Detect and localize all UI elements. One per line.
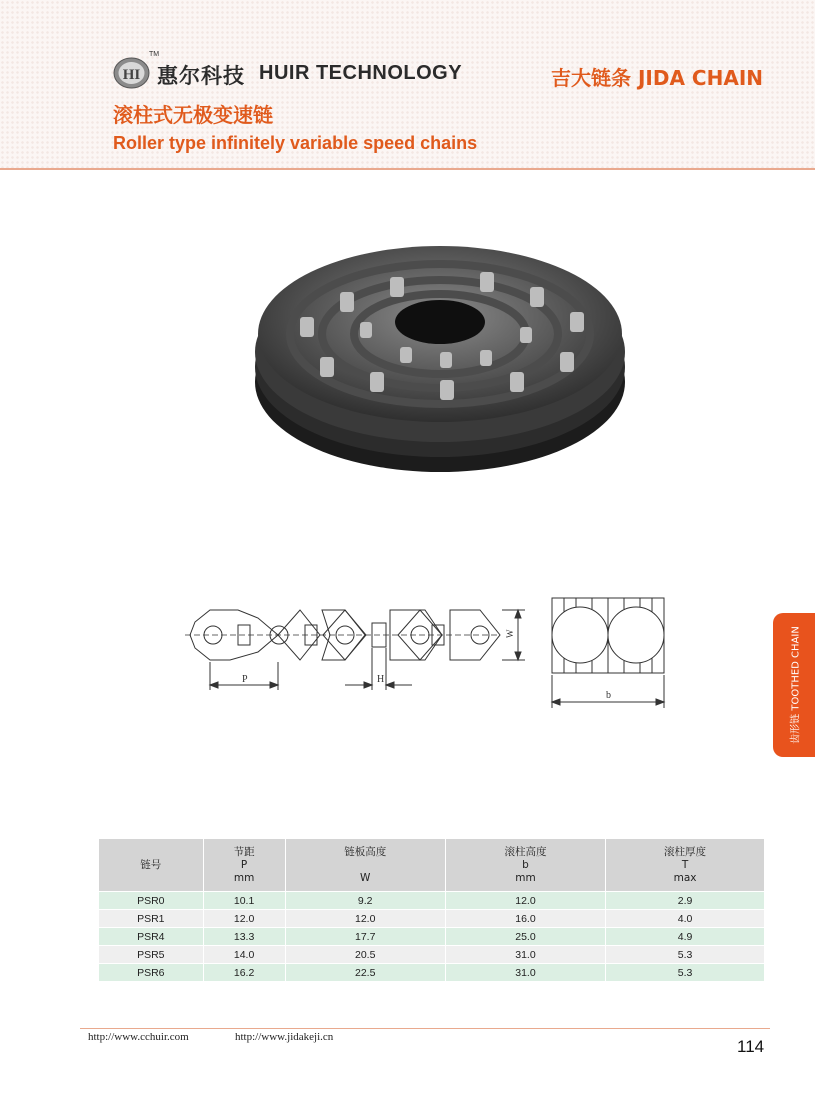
table-row xyxy=(99,946,764,964)
pitch-label: P xyxy=(242,674,248,685)
table-cell: 5.3 xyxy=(606,964,764,982)
page-title-en: Roller type infinitely variable speed chains xyxy=(113,133,478,153)
table-cell: PSR6 xyxy=(99,964,203,982)
table-cell: 12.0 xyxy=(203,910,285,928)
thickness-label: H xyxy=(377,674,385,685)
table-cell: 2.9 xyxy=(606,892,764,910)
brand-name-en: HUIR TECHNOLOGY xyxy=(259,62,463,84)
section-side-tab xyxy=(773,613,815,757)
trademark-mark: TM xyxy=(149,51,160,58)
col-header-roller-thickness: 滚柱厚度 T max xyxy=(606,839,764,892)
table-row xyxy=(99,928,764,946)
spec-table xyxy=(99,839,764,981)
side-tab-label: 齿形链 TOOTHED CHAIN xyxy=(790,626,802,744)
table-row xyxy=(99,910,764,928)
table-cell: PSR4 xyxy=(99,928,203,946)
table-cell: 9.2 xyxy=(285,892,445,910)
page-title-cn: 滚柱式无极变速链 xyxy=(113,103,273,127)
col-header-roller-height: 滚柱高度 b mm xyxy=(445,839,605,892)
footer-link-jidakeji[interactable]: http://www.jidakeji.cn xyxy=(235,1031,334,1043)
table-cell: 12.0 xyxy=(285,910,445,928)
svg-text:HI: HI xyxy=(122,67,141,83)
table-cell: 12.0 xyxy=(445,892,605,910)
table-cell: 4.0 xyxy=(606,910,764,928)
chain-dimension-drawing xyxy=(180,590,680,710)
table-cell: PSR1 xyxy=(99,910,203,928)
header-divider xyxy=(0,168,815,170)
height-label: W xyxy=(505,629,515,638)
table-cell: 16.2 xyxy=(203,964,285,982)
table-cell: PSR0 xyxy=(99,892,203,910)
table-cell: 22.5 xyxy=(285,964,445,982)
table-cell: 13.3 xyxy=(203,928,285,946)
table-cell: 16.0 xyxy=(445,910,605,928)
footer-divider xyxy=(80,1028,770,1029)
table-cell: 10.1 xyxy=(203,892,285,910)
table-cell: PSR5 xyxy=(99,946,203,964)
col-header-pitch: 节距 P mm xyxy=(203,839,285,892)
huir-logo-icon xyxy=(113,57,150,89)
col-header-plate-height: 链板高度 W xyxy=(285,839,445,892)
table-row xyxy=(99,892,764,910)
jida-chain-brand: 吉大链条 JIDA CHAIN xyxy=(551,66,763,90)
table-cell: 31.0 xyxy=(445,964,605,982)
footer-link-cchuir[interactable]: http://www.cchuir.com xyxy=(88,1031,189,1043)
table-cell: 14.0 xyxy=(203,946,285,964)
table-cell: 31.0 xyxy=(445,946,605,964)
table-cell: 4.9 xyxy=(606,928,764,946)
col-header-chain-no: 链号 xyxy=(99,839,203,892)
table-cell: 5.3 xyxy=(606,946,764,964)
page-number: 114 xyxy=(737,1037,765,1056)
width-label: b xyxy=(606,690,611,701)
table-header-row xyxy=(99,839,764,892)
table-cell: 20.5 xyxy=(285,946,445,964)
table-row xyxy=(99,964,764,982)
table-cell: 17.7 xyxy=(285,928,445,946)
chain-coil-photo xyxy=(240,222,640,484)
brand-name-cn: 惠尔科技 xyxy=(157,64,245,88)
table-cell: 25.0 xyxy=(445,928,605,946)
